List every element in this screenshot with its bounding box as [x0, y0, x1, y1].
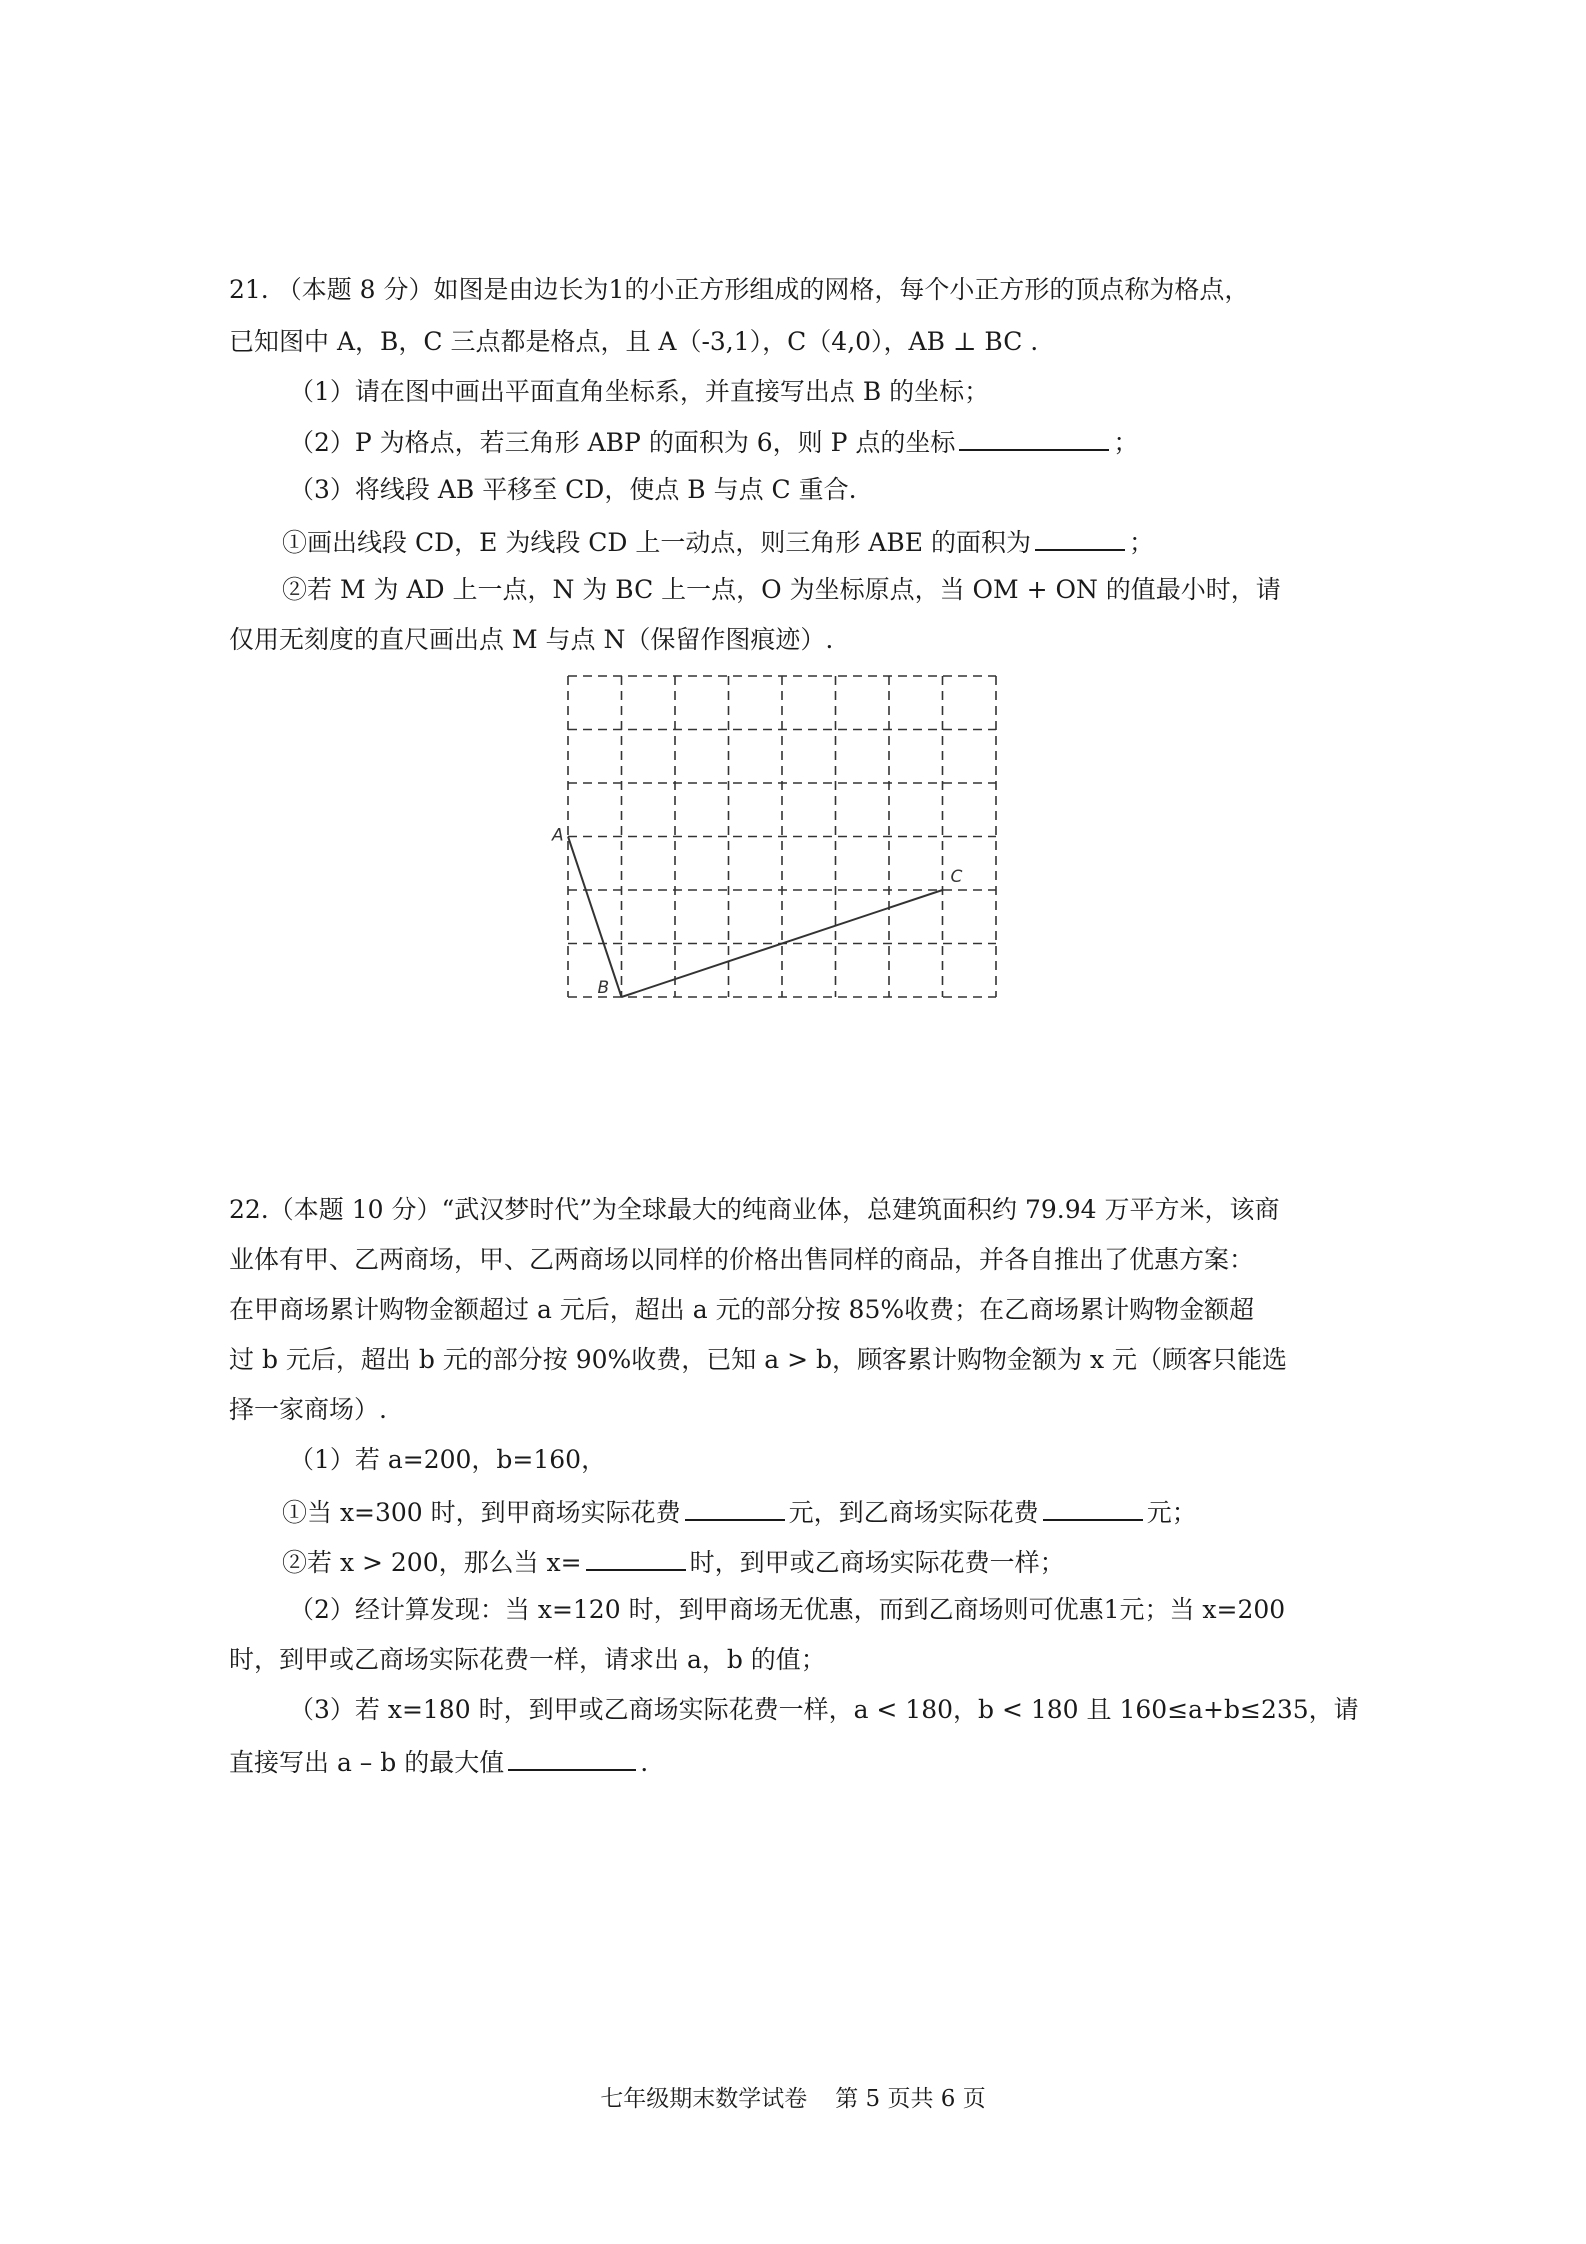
- q22-part1-sub2: [282, 1545, 1065, 1578]
- q21-sub1-blank[interactable]: [1035, 525, 1125, 551]
- q22-sub2-blank[interactable]: [586, 1545, 686, 1571]
- q21-part3-sub2-line1: ②若 M 为 AD 上一点，N 为 BC 上一点，O 为坐标原点，当 OM + ON 的值最小时，请: [282, 575, 1281, 604]
- q22-part3-line2: [229, 1745, 648, 1778]
- q22-part3-line1: （3）若 x=180 时，到甲或乙商场实际花费一样，a < 180，b < 180 且 160≤a+b≤235，请: [289, 1695, 1359, 1724]
- grid-lines: [568, 676, 996, 997]
- q22-part1-sub1: [282, 1495, 1197, 1528]
- q22-stem-line2: 业体有甲、乙两商场，甲、乙两商场以同样的价格出售同样的商品，并各自推出了优惠方案：: [229, 1245, 1255, 1274]
- q22-sub1-text-c: 元；: [1146, 1498, 1197, 1527]
- q21-sub1-end: ；: [1128, 528, 1154, 557]
- q22-part2-line2: 时，到甲或乙商场实际花费一样，请求出 a，b 的值；: [229, 1645, 826, 1674]
- q22-sub2-text-a: ②若 x > 200，那么当 x=: [282, 1548, 582, 1577]
- q22-part3-blank[interactable]: [508, 1745, 636, 1771]
- q22-part3-end: .: [640, 1748, 649, 1777]
- q21-part2-end: ；: [1113, 428, 1139, 457]
- segment-ab: [568, 837, 622, 998]
- q21-grid-figure: [530, 672, 1010, 1012]
- q22-stem-line3: 在甲商场累计购物金额超过 a 元后，超出 a 元的部分按 85%收费；在乙商场累计购物金额超: [229, 1295, 1255, 1324]
- q22-part2-line1: （2）经计算发现：当 x=120 时，到甲商场无优惠，而到乙商场则可优惠1元；当 x=200: [289, 1595, 1286, 1624]
- q21-sub1-text: ①画出线段 CD，E 为线段 CD 上一动点，则三角形 ABE 的面积为: [282, 528, 1031, 557]
- q22-sub1-blank-yi[interactable]: [1043, 1495, 1143, 1521]
- q22-sub1-text-a: ①当 x=300 时，到甲商场实际花费: [282, 1498, 681, 1527]
- footer-page-number: 第 5 页共 6 页: [835, 2086, 986, 2112]
- q21-part3-sub1: [282, 525, 1154, 558]
- q21-part2-text: （2）P 为格点，若三角形 ABP 的面积为 6，则 P 点的坐标: [289, 428, 956, 457]
- footer-exam-title: 七年级期末数学试卷: [600, 2086, 808, 2112]
- q22-part1: （1）若 a=200，b=160，: [289, 1445, 607, 1474]
- page-footer: [0, 2080, 1586, 2113]
- q21-part3-sub2-line2: 仅用无刻度的直尺画出点 M 与点 N（保留作图痕迹）.: [229, 625, 834, 654]
- point-b-label: B: [597, 978, 610, 998]
- q22-sub1-blank-jia[interactable]: [685, 1495, 785, 1521]
- q22-part3-text: 直接写出 a – b 的最大值: [229, 1748, 505, 1777]
- q21-part2: [289, 425, 1138, 458]
- q22-sub2-text-b: 时，到甲或乙商场实际花费一样；: [689, 1548, 1065, 1577]
- point-c-label: C: [950, 867, 963, 887]
- point-a-label: A: [552, 825, 564, 846]
- q22-stem-line4: 过 b 元后，超出 b 元的部分按 90%收费，已知 a > b，顾客累计购物金额为 x 元（顾客只能选: [229, 1345, 1287, 1374]
- q21-part1: （1）请在图中画出平面直角坐标系，并直接写出点 B 的坐标；: [289, 377, 990, 406]
- q22-stem-line5: 择一家商场）.: [229, 1395, 387, 1424]
- q21-part3: （3）将线段 AB 平移至 CD，使点 B 与点 C 重合.: [289, 475, 857, 504]
- q21-part2-blank[interactable]: [959, 425, 1109, 451]
- q21-stem-line1: 21. （本题 8 分）如图是由边长为1的小正方形组成的网格，每个小正方形的顶点称为格点，: [229, 275, 1250, 304]
- q21-stem-line2: 已知图中 A，B，C 三点都是格点，且 A（-3,1），C（4,0），AB ⊥ BC .: [229, 327, 1039, 356]
- q22-stem-line1: 22.（本题 10 分）“武汉梦时代”为全球最大的纯商业体，总建筑面积约 79.94 万平方米，该商: [229, 1195, 1280, 1224]
- q22-sub1-text-b: 元，到乙商场实际花费: [788, 1498, 1039, 1527]
